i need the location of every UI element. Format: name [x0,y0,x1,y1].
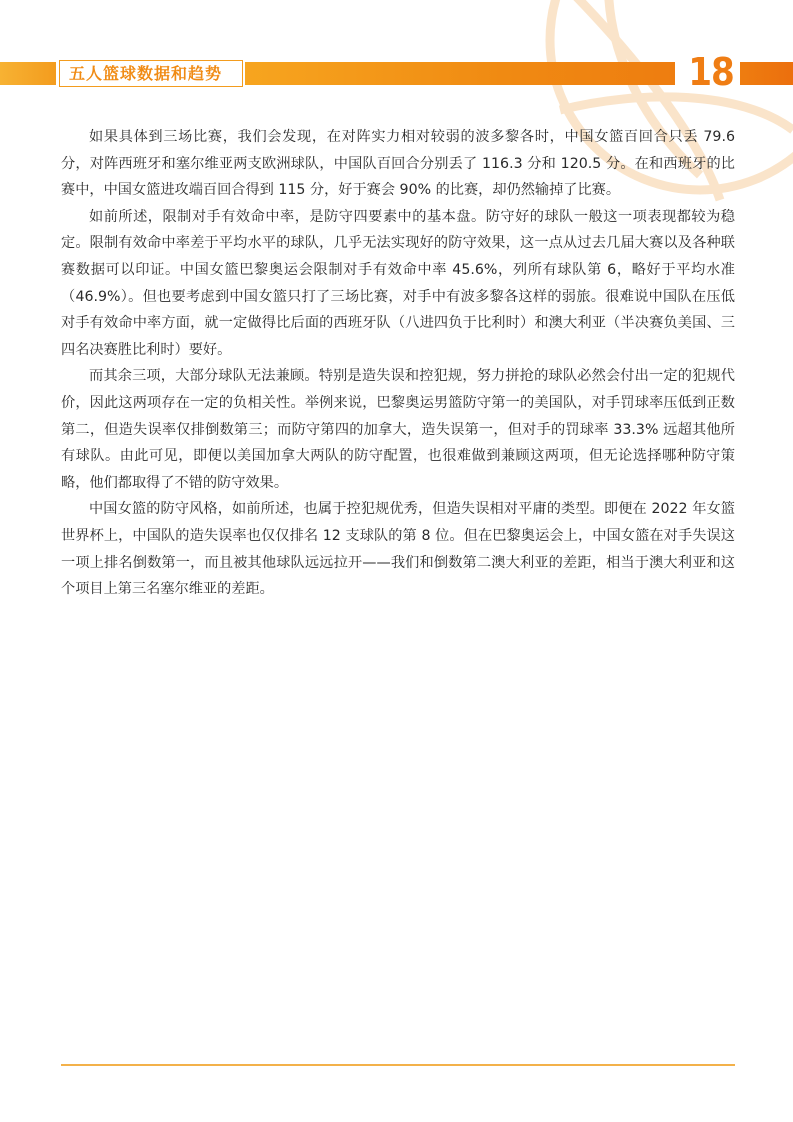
header-bar-middle [245,62,675,85]
header-bar-right [740,62,793,85]
paragraph: 而其余三项，大部分球队无法兼顾。特别是造失误和控犯规，努力拼抢的球队必然会付出一定的犯规代价，因此这两项存在一定的负相关性。举例来说，巴黎奥运男篮防守第一的美国队，对手罚球率压低到正数第二，但造失误率仅排倒数第三；而防守第四的加拿大，造失误第一，但对手的罚球率 33.3% 远超其他所有球队。由此可见，即便以美国加拿大两队的防守配置，也很难做到兼顾这两项，但无论选择哪种防守策略，他们都取得了不错的防守效果。 [61,368,735,491]
paragraph: 如前所述，限制对手有效命中率，是防守四要素中的基本盘。防守好的球队一般这一项表现都较为稳定。限制有效命中率差于平均水平的球队，几乎无法实现好的防守效果，这一点从过去几届大赛以及各种联赛数据可以印证。中国女篮巴黎奥运会限制对手有效命中率 45.6%，列所有球队第 6，略好于平均水准（46.9%）。但也要考虑到中国女篮只打了三场比赛，对手中有波多黎各这样的弱旅。很难说中国队在压低对手有效命中率方面，就一定做得比后面的西班牙队（八进四负于比利时）和澳大利亚（半决赛负美国、三四名决赛胜比利时）要好。 [61,208,735,358]
page-number: 18 [688,50,734,94]
paragraph: 如果具体到三场比赛，我们会发现，在对阵实力相对较弱的波多黎各时，中国女篮百回合只丢 79.6 分，对阵西班牙和塞尔维亚两支欧洲球队，中国队百回合分别丢了 116.3 分和 120.5 分。在和西班牙的比赛中，中国女篮进攻端百回合得到 115 分，好于赛会 90% 的比赛，却仍然输掉了比赛。 [61,129,735,199]
paragraph: 中国女篮的防守风格，如前所述，也属于控犯规优秀，但造失误相对平庸的类型。即便在 2022 年女篮世界杯上，中国队的造失误率也仅仅排名 12 支球队的第 8 位。但在巴黎奥运会上，中国女篮在对手失误这一项上排名倒数第一，而且被其他球队远远拉开——我们和倒数第二澳大利亚的差距，相当于澳大利亚和这个项目上第三名塞尔维亚的差距。 [61,501,735,598]
header-bar-left [0,62,56,85]
footer-divider [61,1064,735,1066]
body-text [61,124,735,603]
section-title: 五人篮球数据和趋势 [59,60,243,87]
